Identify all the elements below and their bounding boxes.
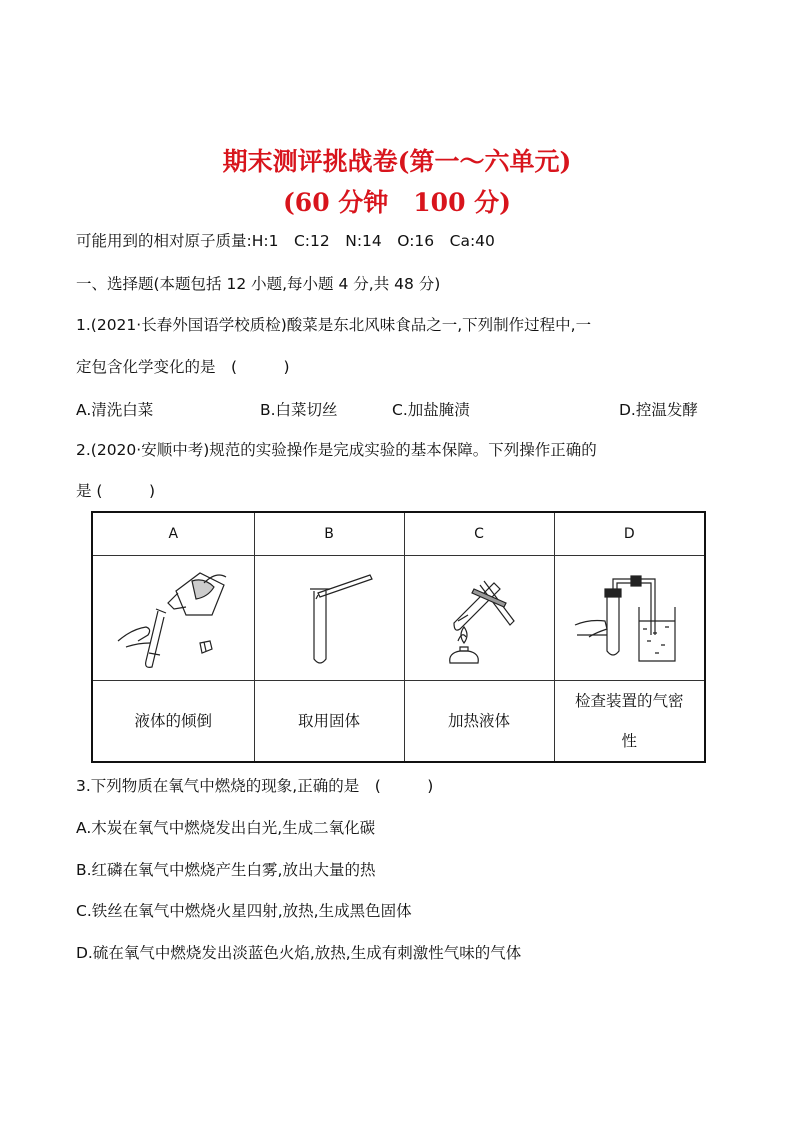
question-3-option-b: B.红磷在氧气中燃烧产生白雾,放出大量的热 (76, 861, 376, 879)
question-1-line-2: 定包含化学变化的是 ( ) (76, 358, 290, 376)
taking-solid-figure (254, 556, 404, 681)
exam-title: 期末测评挑战卷(第一～六单元) (222, 147, 572, 176)
question-3-stem: 3.下列物质在氧气中燃烧的现象,正确的是 ( ) (76, 777, 434, 795)
option-a: A.清洗白菜 (76, 401, 154, 419)
question-3-option-c: C.铁丝在氧气中燃烧火星四射,放热,生成黑色固体 (76, 902, 412, 920)
header-b: B (254, 512, 404, 556)
label-d-line-1: 检查装置的气密 (574, 692, 684, 710)
label-c: 加热液体 (404, 681, 554, 763)
label-d-line-2: 性 (621, 732, 637, 750)
label-d (554, 681, 705, 763)
heating-liquid-figure (404, 556, 554, 681)
question-1-line-1: 1.(2021·长春外国语学校质检)酸菜是东北风味食品之一,下列制作过程中,一 (76, 316, 592, 334)
section-heading: 一、选择题(本题包括 12 小题,每小题 4 分,共 48 分) (76, 275, 441, 293)
question-1-options (76, 398, 716, 418)
experiment-table (91, 511, 706, 763)
option-b: B.白菜切丝 (260, 401, 338, 419)
label-b: 取用固体 (254, 681, 404, 763)
airtightness-check-figure (554, 556, 705, 681)
header-c: C (404, 512, 554, 556)
question-3-option-d: D.硫在氧气中燃烧发出淡蓝色火焰,放热,生成有刺激性气味的气体 (76, 944, 522, 962)
label-a: 液体的倾倒 (92, 681, 254, 763)
atomic-masses-note: 可能用到的相对原子质量:H:1 C:12 N:14 O:16 Ca:40 (76, 232, 495, 250)
pouring-liquid-figure (92, 556, 254, 681)
question-2-line-2: 是 ( ) (76, 482, 156, 500)
exam-subtitle: (60 分钟 100 分) (282, 188, 512, 217)
option-d: D.控温发酵 (619, 401, 698, 419)
question-3-option-a: A.木炭在氧气中燃烧发出白光,生成二氧化碳 (76, 819, 376, 837)
header-d: D (554, 512, 705, 556)
header-a: A (92, 512, 254, 556)
option-c: C.加盐腌渍 (392, 401, 470, 419)
question-2-line-1: 2.(2020·安顺中考)规范的实验操作是完成实验的基本保障。下列操作正确的 (76, 441, 597, 459)
